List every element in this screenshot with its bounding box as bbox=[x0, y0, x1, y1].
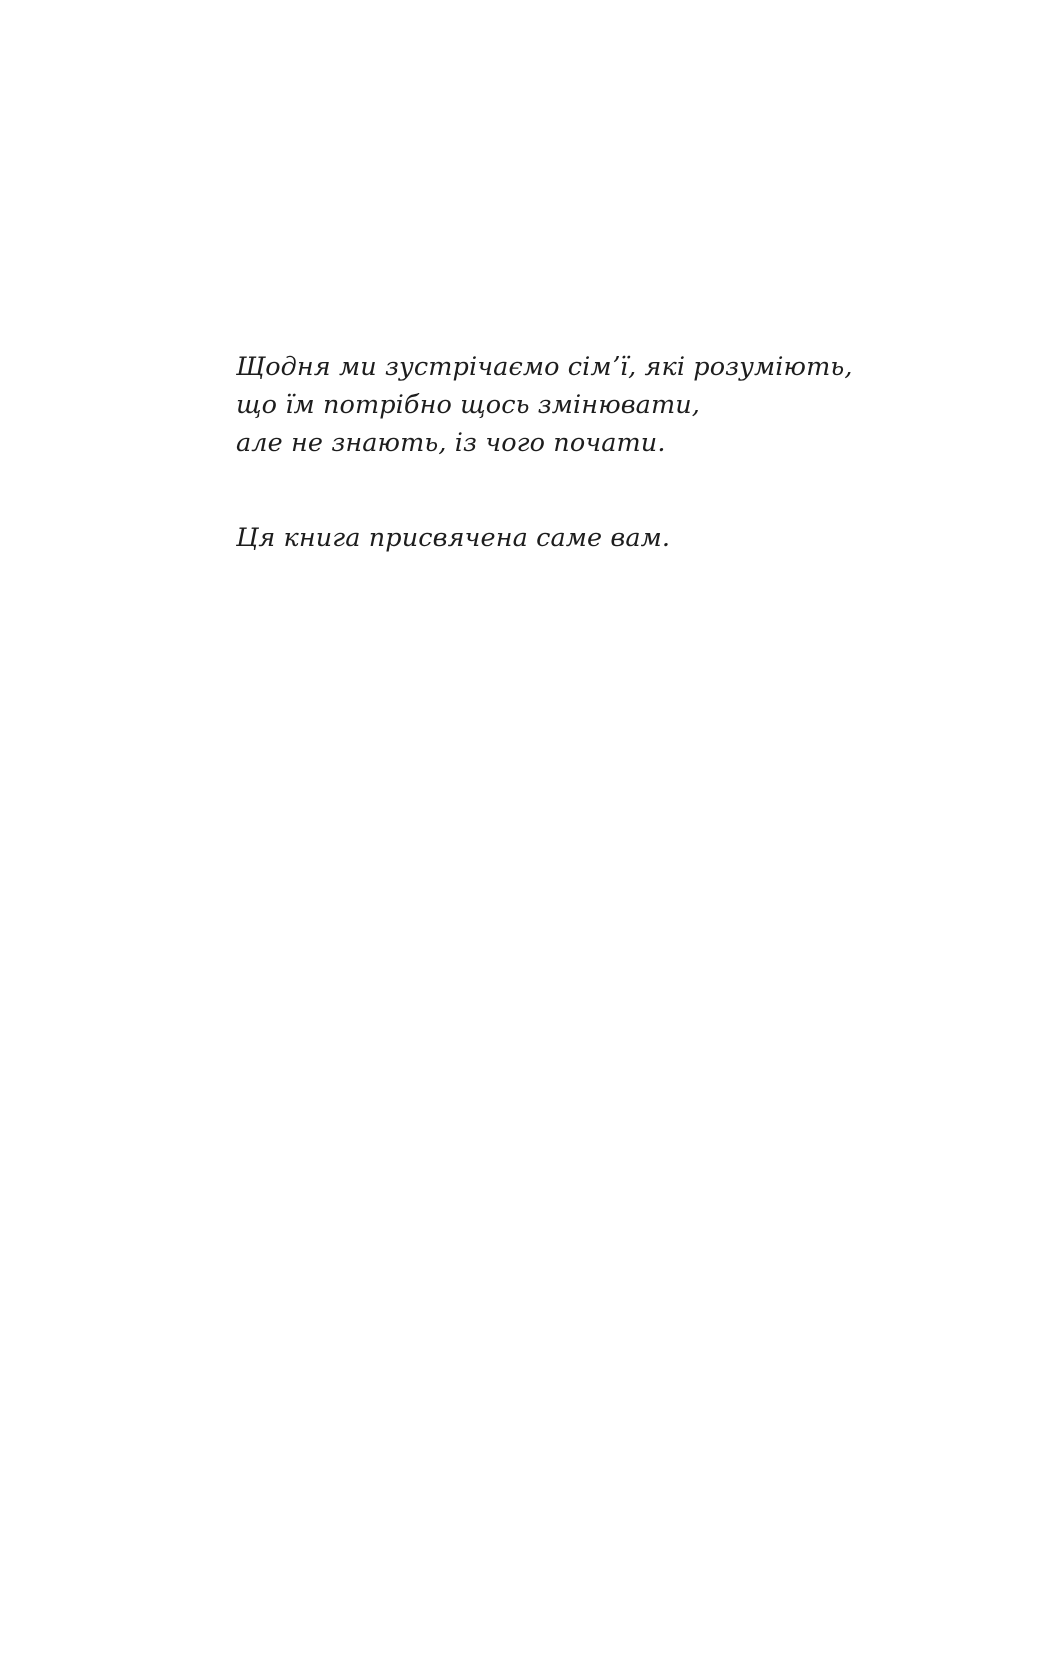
dedication-line-2: що їм потрібно щось змінювати, bbox=[236, 390, 700, 420]
dedication-line-1: Щодня ми зустрічаємо сімʼї, які розуміють, bbox=[236, 352, 853, 382]
dedication-block bbox=[236, 348, 896, 557]
dedication-line-3: але не знають, із чого почати. bbox=[236, 428, 666, 458]
dedication-closing-line: Ця книга присвячена саме вам. bbox=[236, 523, 671, 553]
